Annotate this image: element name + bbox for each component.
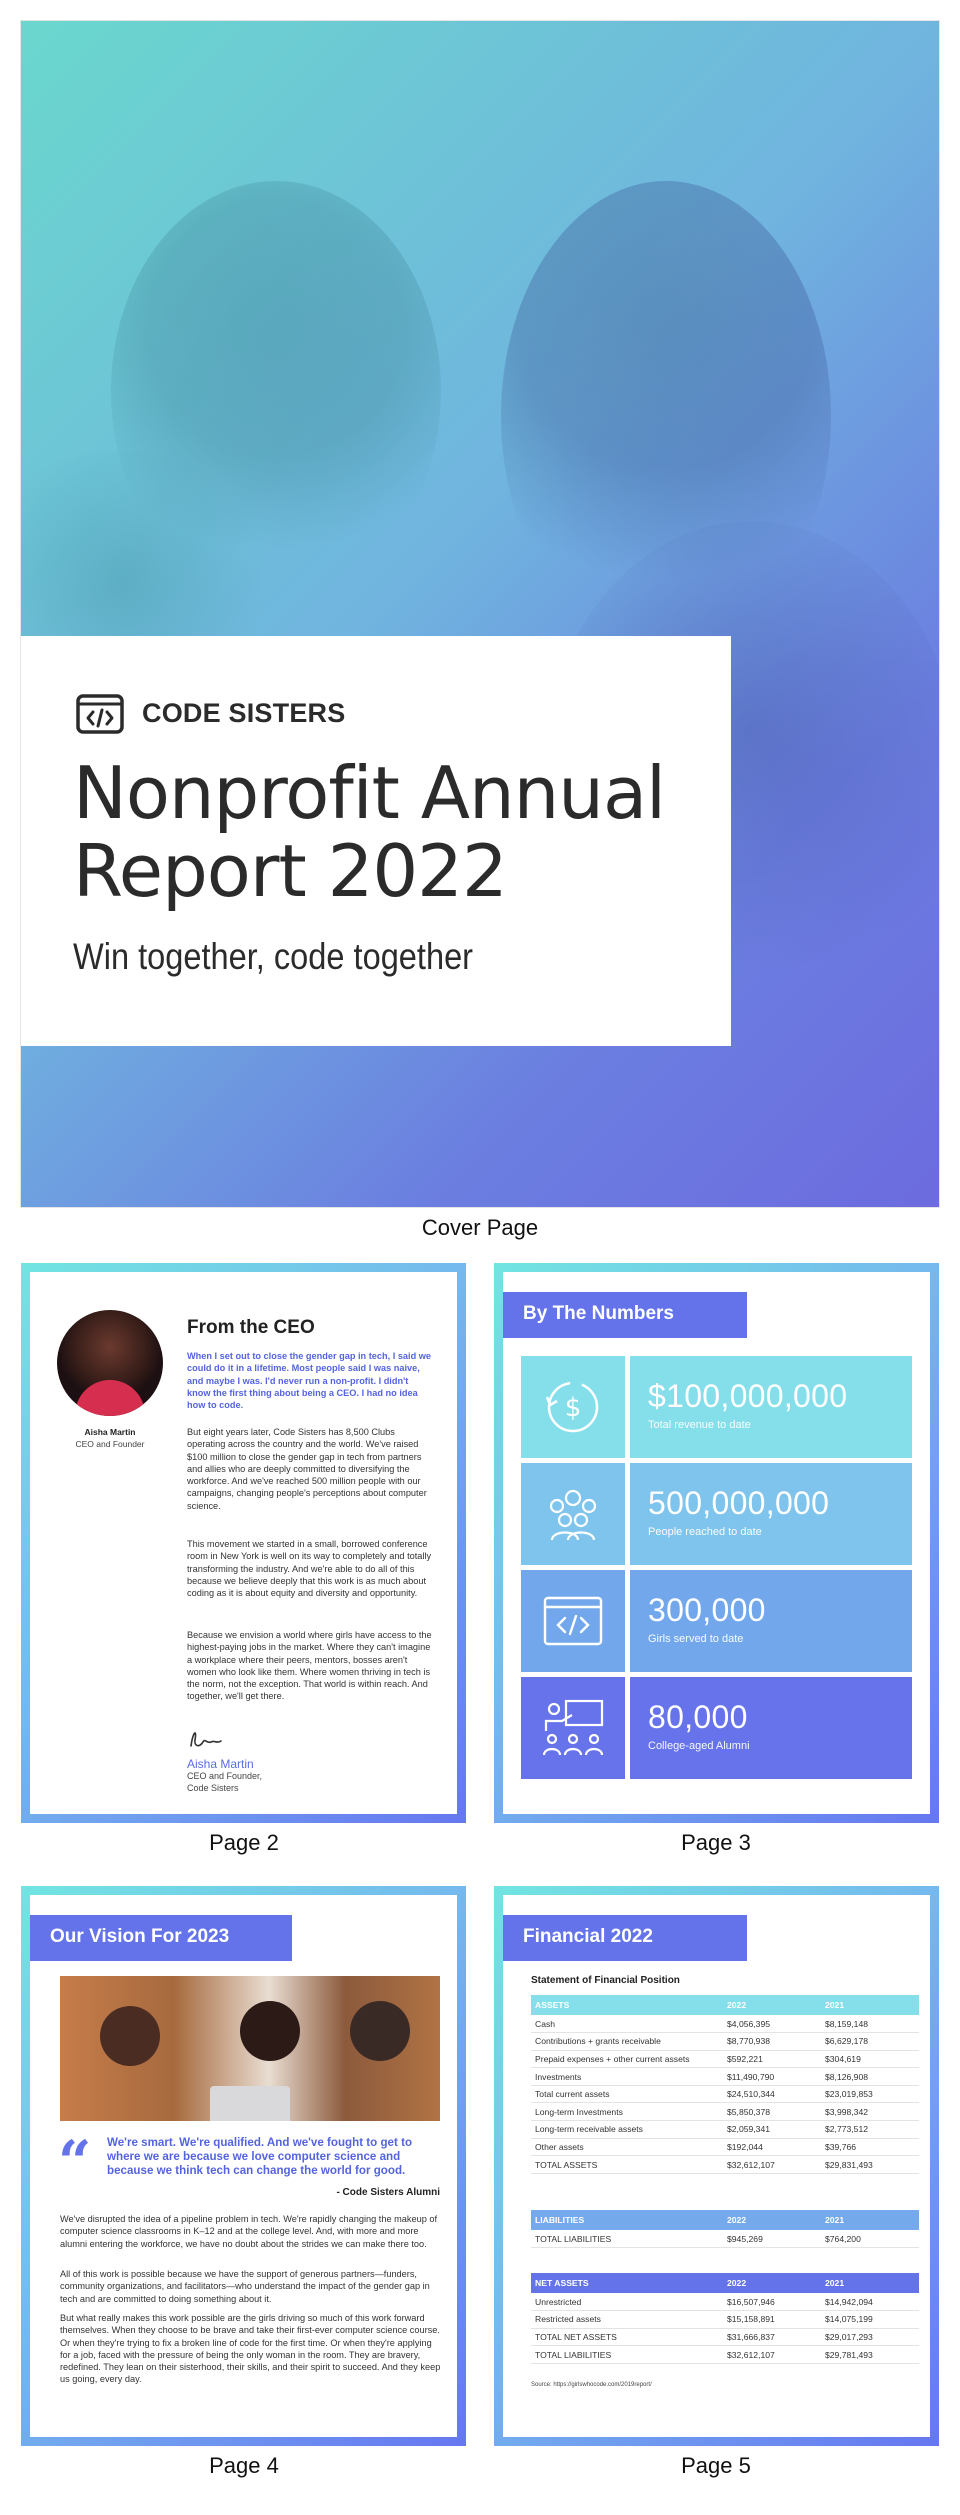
ceo-paragraph-1: But eight years later, Code Sisters has 8,500 Clubs operating across the country and the world. We've raised $100 million to close the gender gap in tech from partners and allies who are deeply committed to diversifying the workforce. And we've reached 500 million people with our campaigns, changing people's perceptions about computer science. xyxy=(187,1427,427,1511)
signature-role-2: Code Sisters xyxy=(187,1783,239,1793)
stat-alumni-value: 80,000 xyxy=(648,1699,748,1735)
table-cell: $8,159,148 xyxy=(821,2015,919,2033)
page-2-content xyxy=(30,1272,457,1814)
stat-revenue-label: Total revenue to date xyxy=(648,1419,751,1431)
liab-header-2022: 2022 xyxy=(727,2215,747,2225)
signature-role-1: CEO and Founder, xyxy=(187,1771,263,1781)
page5-banner: Financial 2022 xyxy=(503,1915,747,1961)
table-cell: $4,056,395 xyxy=(723,2015,821,2033)
page-5-content xyxy=(503,1895,930,2437)
table-cell: $31,666,837 xyxy=(723,2328,821,2346)
table-row xyxy=(531,2050,919,2068)
table-cell: $29,831,493 xyxy=(821,2156,919,2174)
ceo-paragraph-3: Because we envision a world where girls have access to the highest-paying jobs in the market. Where they can't imagine a workplace where their peers, mentors, bosses aren't women who look like them. Where women thriving in tech is the norm, not the exception. That world is within reach. And together, we'll get there. xyxy=(187,1630,432,1702)
table-cell: Investments xyxy=(531,2068,723,2086)
laptop-shape xyxy=(210,2086,290,2121)
table-cell: $32,612,107 xyxy=(723,2156,821,2174)
code-window-icon xyxy=(521,1570,625,1672)
vision-paragraph-1: We've disrupted the idea of a pipeline problem in tech. We're rapidly changing the makeup of computer science classrooms in K–12 and at the college level. And, with more and more alumni entering the workforce, we have no doubt about the strides we can make there too. xyxy=(60,2214,438,2249)
assets-header-2021: 2021 xyxy=(825,2000,845,2010)
table-row xyxy=(531,2103,919,2121)
vision-paragraph-3: But what really makes this work possible are the girls driving so much of this work forward themselves. When they choose to be brave and take their first-ever computer science course. Or when they're trying to fix a broken line of code for the first time. Or when they're applying for a job, faced with the pressure of being the only woman in the room. They are bravery, redefined. They lean on their sisterhood, their skills, and their spirit to succeed. And they keep us going, every day. xyxy=(60,2313,441,2385)
table-cell: $14,075,199 xyxy=(821,2311,919,2329)
vision-quote-attribution: - Code Sisters Alumni xyxy=(336,2187,440,2198)
stat-people-value: 500,000,000 xyxy=(648,1485,830,1521)
liab-header-2021: 2021 xyxy=(825,2215,845,2225)
table-cell: TOTAL LIABILITIES xyxy=(531,2346,723,2364)
table-row xyxy=(531,2085,919,2103)
table-cell: $8,126,908 xyxy=(821,2068,919,2086)
page-3-content xyxy=(503,1272,930,1814)
table-cell: $16,507,946 xyxy=(723,2293,821,2311)
table-cell: $23,019,853 xyxy=(821,2085,919,2103)
table-cell: Other assets xyxy=(531,2138,723,2156)
table-cell: $304,619 xyxy=(821,2050,919,2068)
table-cell: TOTAL ASSETS xyxy=(531,2156,723,2174)
page4-banner: Our Vision For 2023 xyxy=(30,1915,292,1961)
signature-icon xyxy=(187,1724,227,1759)
ceo-quote: When I set out to close the gender gap in tech, I said we could do it in a lifetime. Most people said I was naive, and maybe I was. I'd never run a non-profit. I didn't know the first thing about being a CEO. I had no idea how to code. xyxy=(187,1351,432,1411)
page2-caption: Page 2 xyxy=(209,1830,279,1855)
brand-name: CODE SISTERS xyxy=(142,698,346,728)
page-5 xyxy=(494,1886,939,2446)
table-cell: $764,200 xyxy=(821,2230,919,2248)
table-cell: Unrestricted xyxy=(531,2293,723,2311)
table-cell: $6,629,178 xyxy=(821,2033,919,2051)
stat-alumni-label: College-aged Alumni xyxy=(648,1740,750,1752)
table-cell: Restricted assets xyxy=(531,2311,723,2329)
stat-revenue-value: $100,000,000 xyxy=(648,1378,848,1414)
cover-title-line1: Nonprofit Annual xyxy=(73,751,666,835)
stat-alumni-value-box xyxy=(630,1677,912,1779)
table-row xyxy=(531,2311,919,2329)
table-cell: $945,269 xyxy=(723,2230,821,2248)
ceo-avatar xyxy=(57,1310,163,1416)
stat-people-label: People reached to date xyxy=(648,1526,762,1538)
person-3-shape xyxy=(350,2001,410,2061)
page4-caption: Page 4 xyxy=(209,2453,279,2478)
table-row xyxy=(531,2156,919,2174)
table-cell: Long-term receivable assets xyxy=(531,2121,723,2139)
page-2 xyxy=(21,1263,466,1823)
net-header-label: NET ASSETS xyxy=(535,2278,589,2288)
table-cell: $29,017,293 xyxy=(821,2328,919,2346)
cover-subtitle: Win together, code together xyxy=(73,936,474,977)
assets-header-row xyxy=(531,1995,919,2015)
table-cell: $2,773,512 xyxy=(821,2121,919,2139)
quote-mark-icon: “ xyxy=(58,2128,92,2196)
stat-girls-label: Girls served to date xyxy=(648,1633,744,1645)
page3-caption: Page 3 xyxy=(681,1830,751,1855)
person-2-shape xyxy=(240,2001,300,2061)
signature-name: Aisha Martin xyxy=(187,1757,254,1771)
net-header-2022: 2022 xyxy=(727,2278,747,2288)
cover-title-card xyxy=(21,636,731,1046)
cover-title-line2: Report 2022 xyxy=(73,829,507,913)
stat-revenue xyxy=(521,1356,912,1458)
dollar-cycle-icon xyxy=(521,1356,625,1458)
table-row xyxy=(531,2138,919,2156)
stat-people-value-box xyxy=(630,1463,912,1565)
statement-title: Statement of Financial Position xyxy=(531,1975,680,1986)
table-cell: Total current assets xyxy=(531,2085,723,2103)
liab-header-row xyxy=(531,2210,919,2230)
code-brackets-icon xyxy=(76,694,124,739)
liab-header-label: LIABILITIES xyxy=(535,2215,585,2225)
table-row xyxy=(531,2121,919,2139)
table-row xyxy=(531,2230,919,2248)
stat-alumni xyxy=(521,1677,912,1779)
net-header-2021: 2021 xyxy=(825,2278,845,2288)
photo-role: CEO and Founder xyxy=(75,1439,145,1449)
ceo-paragraph-2: This movement we started in a small, borrowed conference room in New York is well on its way to completely and totally transforming the industry. And we're able to do all of this because we believe deeply that this work is as much about coding as it is about equity and diversity and opportunity. xyxy=(187,1539,432,1599)
cover-page xyxy=(21,21,939,1207)
table-cell: $24,510,344 xyxy=(723,2085,821,2103)
svg-text:$: $ xyxy=(564,1393,582,1423)
table-cell: $2,059,341 xyxy=(723,2121,821,2139)
table-row xyxy=(531,2068,919,2086)
cover-title xyxy=(73,751,666,913)
stat-people xyxy=(521,1463,912,1565)
liabilities-table xyxy=(531,2210,919,2248)
classroom-icon xyxy=(521,1677,625,1779)
net-header-row xyxy=(531,2273,919,2293)
table-cell: $29,781,493 xyxy=(821,2346,919,2364)
source-note: Source: https://girlswhocode.com/2019report/ xyxy=(531,2382,652,2388)
page-4-content xyxy=(30,1895,457,2437)
table-row xyxy=(531,2346,919,2364)
vision-photo xyxy=(60,1976,440,2121)
table-cell: $192,044 xyxy=(723,2138,821,2156)
page-4 xyxy=(21,1886,466,2446)
table-row xyxy=(531,2033,919,2051)
cover-caption: Cover Page xyxy=(421,1215,539,1240)
stat-revenue-value-box xyxy=(630,1356,912,1458)
stat-girls-value-box xyxy=(630,1570,912,1672)
page3-banner: By The Numbers xyxy=(503,1292,747,1338)
person-1-shape xyxy=(100,2006,160,2066)
table-row xyxy=(531,2328,919,2346)
table-row xyxy=(531,2293,919,2311)
assets-table xyxy=(531,1995,919,2174)
photo-name: Aisha Martin xyxy=(84,1427,136,1437)
table-cell: Long-term Investments xyxy=(531,2103,723,2121)
table-cell: Cash xyxy=(531,2015,723,2033)
table-cell: $15,158,891 xyxy=(723,2311,821,2329)
stat-girls-value: 300,000 xyxy=(648,1592,766,1628)
table-cell: $39,766 xyxy=(821,2138,919,2156)
avatar-jacket xyxy=(75,1380,145,1416)
people-group-icon xyxy=(521,1463,625,1565)
assets-header-label: ASSETS xyxy=(535,2000,570,2010)
net-assets-table xyxy=(531,2273,919,2364)
page2-heading: From the CEO xyxy=(187,1317,315,1338)
stat-girls xyxy=(521,1570,912,1672)
table-cell: TOTAL NET ASSETS xyxy=(531,2328,723,2346)
vision-quote: We're smart. We're qualified. And we've fought to get to where we are because we love computer science and because we think tech can change the world for good. xyxy=(107,2136,413,2177)
table-cell: TOTAL LIABILITIES xyxy=(531,2230,723,2248)
table-cell: $3,998,342 xyxy=(821,2103,919,2121)
page5-caption: Page 5 xyxy=(681,2453,751,2478)
table-row xyxy=(531,2015,919,2033)
table-cell: $8,770,938 xyxy=(723,2033,821,2051)
table-cell: Prepaid expenses + other current assets xyxy=(531,2050,723,2068)
assets-header-2022: 2022 xyxy=(727,2000,747,2010)
table-cell: $14,942,094 xyxy=(821,2293,919,2311)
table-cell: $5,850,378 xyxy=(723,2103,821,2121)
page-3 xyxy=(494,1263,939,1823)
table-cell: $11,490,790 xyxy=(723,2068,821,2086)
table-cell: $592,221 xyxy=(723,2050,821,2068)
table-cell: $32,612,107 xyxy=(723,2346,821,2364)
table-cell: Contributions + grants receivable xyxy=(531,2033,723,2051)
vision-paragraph-2: All of this work is possible because we have the support of generous partners—funders, community organizations, and facilitators—who understand the impact of the gender gap in tech and are committed to doing something about it. xyxy=(60,2269,430,2304)
